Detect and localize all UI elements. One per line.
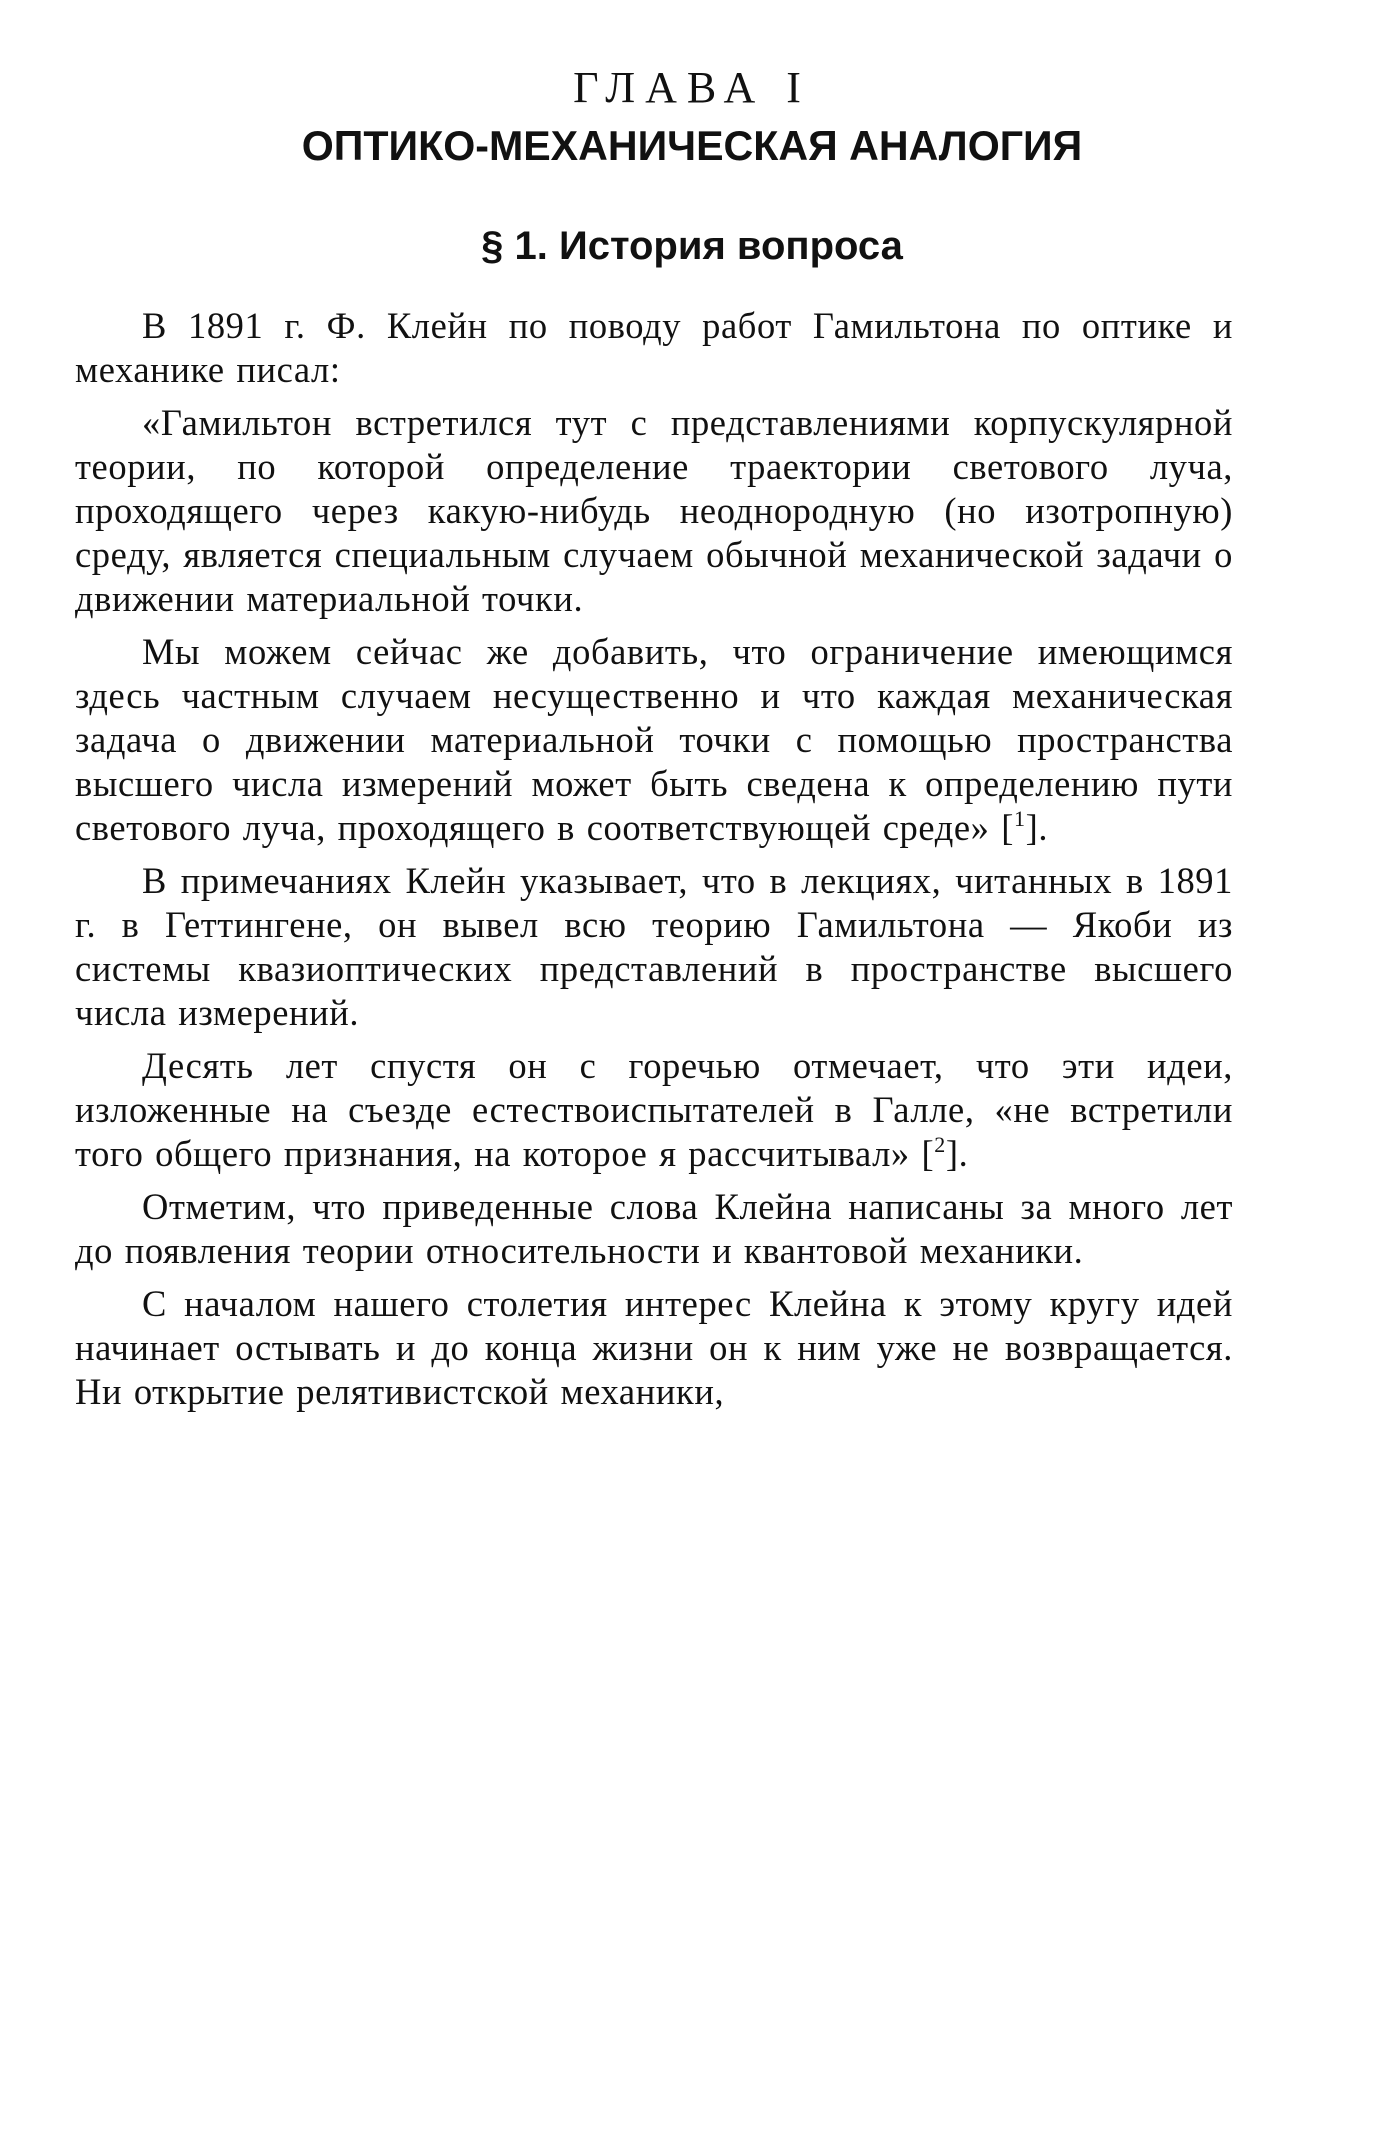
chapter-label: ГЛАВА I <box>573 63 811 112</box>
paragraph-5-text: Десять лет спустя он с горечью отмечает, что эти идеи, изложенные на съезде естествоиспытателей в Галле, «не встретили того общего признания, на которое я рассчитывал» <box>75 1045 1233 1174</box>
citation-2: [$^2$]. <box>921 1132 969 1174</box>
citation-1-number: 1 <box>1014 806 1026 831</box>
paragraph-1-text: В 1891 г. Ф. Клейн по поводу работ Гамильтона по оптике и механике писал: <box>75 305 1233 390</box>
paragraph-7-text: С началом нашего столетия интерес Клейна к этому кругу идей начинает остывать и до конца жизни он к ним уже не возвращается. Ни открытие релятивистской механики, <box>75 1283 1233 1412</box>
chapter-title: ОПТИКО-МЕХАНИЧЕСКАЯ АНАЛОГИЯ <box>301 122 1083 169</box>
paragraph-5 <box>75 1044 1233 1176</box>
section-title: § 1. История вопроса <box>481 224 903 268</box>
paragraph-5-end: . <box>958 1133 969 1174</box>
paragraph-1 <box>75 304 1233 392</box>
citation-2-number: 2 <box>934 1132 946 1157</box>
paragraph-2-text: «Гамильтон встретился тут с представлениями корпускулярной теории, по которой определение траектории светового луча, проходящего через какую-нибудь неоднородную (но изотропную) среду, является специальным случаем обычной механической задачи о движении материальной точки. <box>75 402 1233 619</box>
paragraph-6-text: Отметим, что приведенные слова Клейна написаны за много лет до появления теории относительности и квантовой механики. <box>75 1186 1233 1271</box>
paragraph-3-quote <box>75 630 1233 850</box>
paragraph-2-quote <box>75 401 1233 621</box>
paragraph-6 <box>75 1185 1233 1273</box>
paragraph-3-end: . <box>1038 807 1049 848</box>
paragraph-4 <box>75 859 1233 1035</box>
citation-1: [$^1$]. <box>1001 806 1049 848</box>
paragraph-3-text: Мы можем сейчас же добавить, что ограничение имеющимся здесь частным случаем несущественно и что каждая механическая задача о движении материальной точки с помощью пространства высшего числа измерений может быть сведена к определению пути светового луча, проходящего в соответствующей среде» <box>75 631 1233 848</box>
paragraph-4-text: В примечаниях Клейн указывает, что в лекциях, читанных в 1891 г. в Геттингене, он вывел всю теорию Гамильтона — Якоби из системы квазиоптических представлений в пространстве высшего числа измерений. <box>75 860 1233 1033</box>
paragraph-7 <box>75 1282 1233 1414</box>
body-text <box>75 304 1233 1423</box>
